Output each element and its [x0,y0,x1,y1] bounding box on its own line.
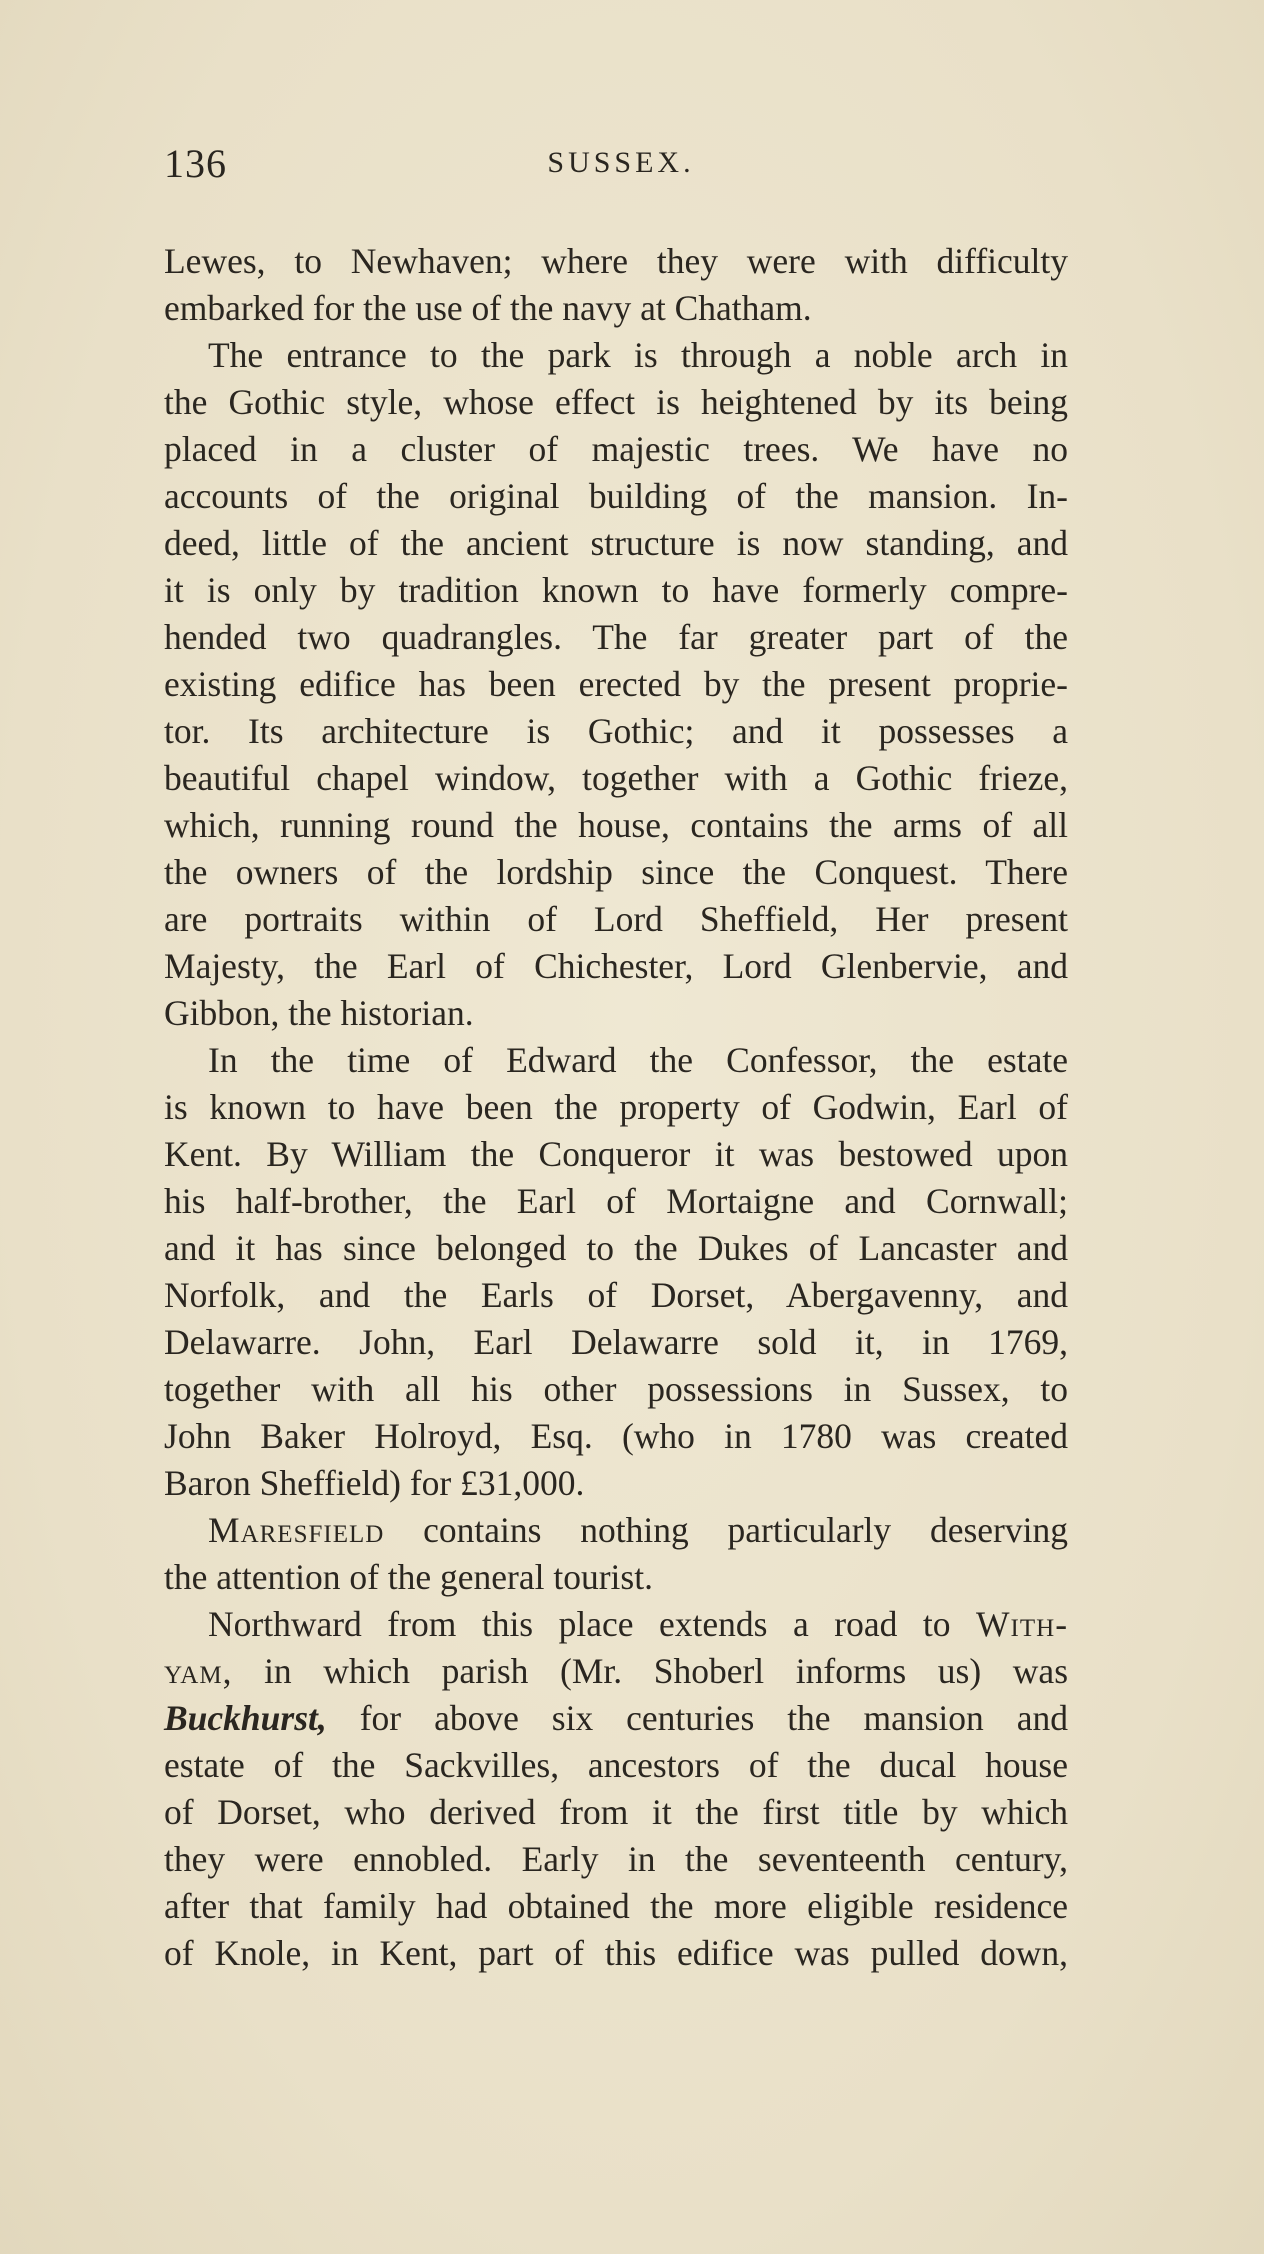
text-line: Majesty, the Earl of Chichester, Lord Glenbervie, and [164,946,1068,986]
paragraph-start-line [164,1601,1068,1648]
text-line: of Knole, in Kent, part of this edifice was pulled down, [164,1933,1068,1973]
place-name-withyam: With- [976,1604,1069,1644]
text-fragment: contains nothing particularly deserving [423,1510,1068,1550]
text-line: tor. Its architecture is Gothic; and it possesses a [164,711,1068,751]
paragraph-start-line: The entrance to the park is through a noble arch in [208,335,1068,375]
text-line: is known to have been the property of Godwin, Earl of [164,1087,1068,1127]
text-line: hended two quadrangles. The far greater part of the [164,617,1068,657]
text-line: the owners of the lordship since the Conquest. There [164,852,1068,892]
text-line: embarked for the use of the navy at Chatham. [164,288,812,328]
page-number: 136 [164,141,227,186]
text-line: Norfolk, and the Earls of Dorset, Abergavenny, and [164,1275,1068,1315]
text-line: his half-brother, the Earl of Mortaigne and Cornwall; [164,1181,1068,1221]
text-fragment: for above six centuries the mansion and [359,1698,1068,1738]
body-text [164,238,1068,1977]
text-line: after that family had obtained the more eligible residence [164,1886,1068,1926]
place-name-withyam-cont: yam, [164,1651,233,1691]
text-line: accounts of the original building of the mansion. In- [164,476,1068,516]
text-line: of Dorset, who derived from it the first title by which [164,1792,1068,1832]
text-line: the attention of the general tourist. [164,1557,653,1597]
text-line: placed in a cluster of majestic trees. We have no [164,429,1068,469]
text-fragment: in which parish (Mr. Shoberl informs us) was [264,1651,1069,1691]
text-line: estate of the Sackvilles, ancestors of the ducal house [164,1745,1068,1785]
text-line: and it has since belonged to the Dukes of Lancaster and [164,1228,1068,1268]
text-line [164,1648,1068,1695]
text-line: existing edifice has been erected by the present proprie- [164,664,1068,704]
text-line: are portraits within of Lord Sheffield, Her present [164,899,1068,939]
page-header [164,140,1068,200]
text-line: they were ennobled. Early in the seventeenth century, [164,1839,1068,1879]
text-line: it is only by tradition known to have formerly compre- [164,570,1068,610]
text-line: the Gothic style, whose effect is heightened by its being [164,382,1068,422]
text-line [164,1695,1068,1742]
text-line: Kent. By William the Conqueror it was bestowed upon [164,1134,1068,1174]
text-line: Lewes, to Newhaven; where they were with difficulty [164,241,1068,281]
text-line: beautiful chapel window, together with a Gothic frieze, [164,758,1068,798]
text-line: which, running round the house, contains the arms of all [164,805,1068,845]
paragraph-start-line [164,1507,1068,1554]
text-line: Delawarre. John, Earl Delawarre sold it, in 1769, [164,1322,1068,1362]
place-name-maresfield: Maresfield [208,1510,385,1550]
text-line: John Baker Holroyd, Esq. (who in 1780 was created [164,1416,1068,1456]
text-line: Gibbon, the historian. [164,993,474,1033]
place-name-buckhurst: Buckhurst, [164,1698,327,1738]
running-head: SUSSEX. [547,146,695,179]
paragraph-start-line: In the time of Edward the Confessor, the estate [208,1040,1068,1080]
text-fragment: Northward from this place extends a road to [208,1604,951,1644]
text-line: Baron Sheffield) for £31,000. [164,1463,585,1503]
text-line: deed, little of the ancient structure is now standing, and [164,523,1068,563]
text-line: together with all his other possessions in Sussex, to [164,1369,1068,1409]
